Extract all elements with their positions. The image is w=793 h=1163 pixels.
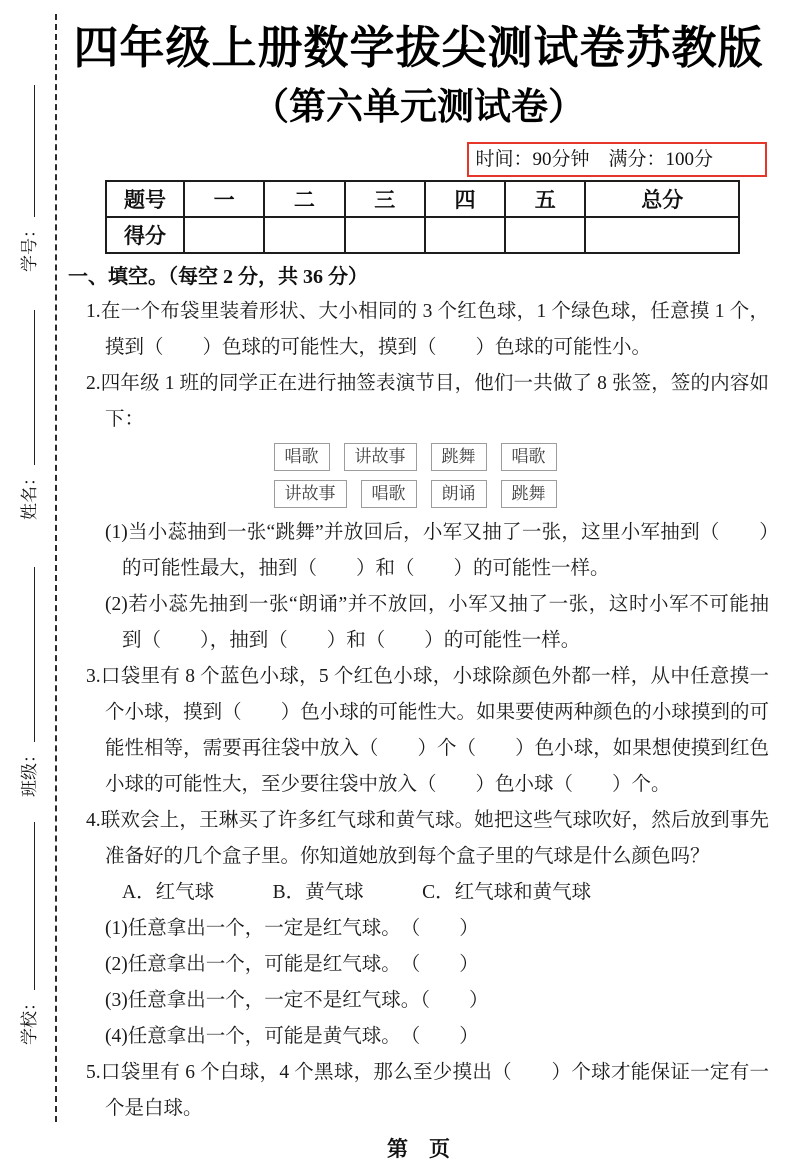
question-2-intro: 2.四年级 1 班的同学正在进行抽签表演节目，他们一共做了 8 张签，签的内容如下： bbox=[86, 373, 769, 430]
score-cell-empty bbox=[505, 217, 585, 253]
question-4-options: A．红气球 B．黄气球 C．红气球和黄气球 bbox=[122, 882, 592, 903]
school-label: 学校： bbox=[20, 994, 39, 1045]
score-table-cell-two: 二 bbox=[264, 181, 344, 217]
score-table-cell-three: 三 bbox=[345, 181, 425, 217]
question-2-part-1: (1)当小蕊抽到一张“跳舞”并放回后，小军又抽了一张，这里小军抽到（ ）的可能性最大，抽到（ ）和（ ）的可能性一样。 bbox=[105, 522, 769, 579]
question-4-part-1: (1)任意拿出一个，一定是红气球。 （ ） bbox=[105, 918, 479, 939]
sign-box: 跳舞 bbox=[501, 480, 557, 508]
score-table-cell-defen: 得分 bbox=[106, 217, 184, 253]
question-2-part-2: (2)若小蕊先抽到一张“朗诵”并不放回，小军又抽了一张，这时小军不可能抽到（ ），抽到（ ）和（ ）的可能性一样。 bbox=[105, 594, 769, 651]
sign-box: 唱歌 bbox=[501, 443, 557, 471]
sign-box: 唱歌 bbox=[274, 443, 330, 471]
exam-info-row bbox=[68, 142, 769, 177]
score-table-header-row bbox=[106, 181, 739, 217]
score-table-cell-total: 总分 bbox=[585, 181, 739, 217]
sign-box: 朗诵 bbox=[431, 480, 487, 508]
score-cell-empty bbox=[425, 217, 505, 253]
school-blank-line bbox=[34, 822, 35, 990]
student-number-blank-line bbox=[34, 85, 35, 217]
paper-body bbox=[68, 0, 769, 1163]
question-1: 1.在一个布袋里装着形状、大小相同的 3 个红色球，1 个绿色球，任意摸 1 个，摸到（ ）色球的可能性大，摸到（ ）色球的可能性小。 bbox=[86, 301, 769, 358]
question-4-part-2: (2)任意拿出一个，可能是红气球。 （ ） bbox=[105, 954, 479, 975]
section-one-heading: 一、填空。（每空 2 分，共 36 分） bbox=[68, 266, 368, 288]
sign-box: 讲故事 bbox=[344, 443, 417, 471]
student-number-label: 学号： bbox=[20, 221, 39, 272]
score-cell-empty bbox=[585, 217, 739, 253]
class-label: 班级： bbox=[20, 746, 39, 797]
question-4-part-4: (4)任意拿出一个，可能是黄气球。 （ ） bbox=[105, 1026, 479, 1047]
score-cell-empty bbox=[345, 217, 425, 253]
question-5: 5.口袋里有 6 个白球，4 个黑球，那么至少摸出（ ）个球才能保证一定有一个是白球。 bbox=[86, 1062, 769, 1119]
score-table-cell-one: 一 bbox=[184, 181, 264, 217]
sign-box: 唱歌 bbox=[361, 480, 417, 508]
score-cell-empty bbox=[264, 217, 344, 253]
name-label: 姓名： bbox=[20, 469, 39, 520]
margin-field-school bbox=[16, 822, 42, 1045]
question-3: 3.口袋里有 8 个蓝色小球，5 个红色小球，小球除颜色外都一样，从中任意摸一个小球，摸到（ ）色小球的可能性大。如果要使两种颜色的小球摸到的可能性相等，需要再往袋中放入（ ）个（ ）色小球，如果想使摸到红色小球的可能性大，至少要往袋中放入（ ）色小球（ ）个。 bbox=[86, 666, 769, 795]
question-4-part-3: (3)任意拿出一个，一定不是红气球。（ ） bbox=[105, 990, 489, 1011]
page-subtitle: （第六单元测试卷） bbox=[252, 86, 585, 127]
score-table-cell-tihao: 题号 bbox=[106, 181, 184, 217]
exam-info-highlight-box: 时间：90分钟 满分：100分 bbox=[467, 142, 767, 177]
question-2-sign-boxes bbox=[105, 443, 725, 508]
margin-field-class bbox=[16, 567, 42, 797]
sign-box: 跳舞 bbox=[431, 443, 487, 471]
class-blank-line bbox=[34, 567, 35, 742]
score-cell-empty bbox=[184, 217, 264, 253]
margin-dashed-divider bbox=[55, 14, 57, 1122]
margin-field-student-number bbox=[16, 85, 42, 272]
sign-row-2 bbox=[105, 480, 725, 508]
score-table-cell-four: 四 bbox=[425, 181, 505, 217]
page-title: 四年级上册数学拔尖测试卷苏教版 bbox=[73, 22, 764, 73]
score-table-score-row bbox=[106, 217, 739, 253]
score-table bbox=[105, 180, 740, 254]
question-4-intro: 4.联欢会上，王琳买了许多红气球和黄气球。她把这些气球吹好，然后放到事先准备好的几个盒子里。你知道她放到每个盒子里的气球是什么颜色吗？ bbox=[86, 810, 769, 867]
margin-field-name bbox=[16, 310, 42, 520]
score-table-cell-five: 五 bbox=[505, 181, 585, 217]
page-number-footer: 第 页 bbox=[387, 1137, 450, 1161]
sign-row-1 bbox=[105, 443, 725, 471]
name-blank-line bbox=[34, 310, 35, 465]
sign-box: 讲故事 bbox=[274, 480, 347, 508]
